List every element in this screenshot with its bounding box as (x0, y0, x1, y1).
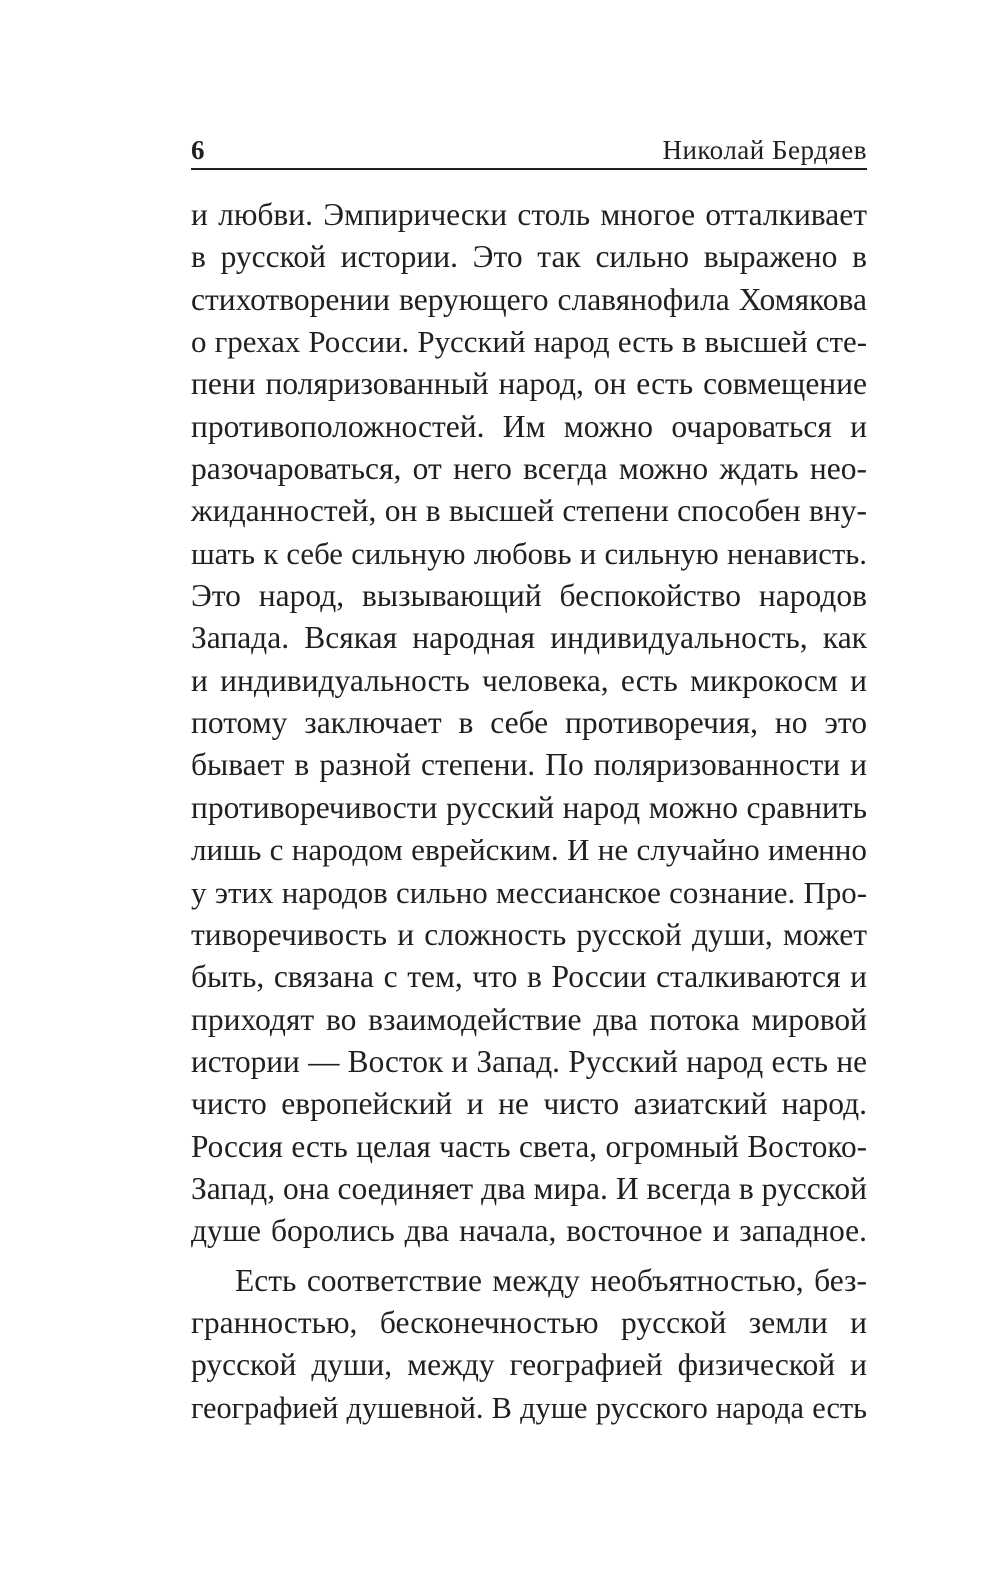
text-line: географией душевной. В душе русского народа есть (191, 1390, 867, 1425)
text-line: приходят во взаимодействие два потока мировой (191, 1001, 867, 1037)
text-line: разочароваться, от него всегда можно ждать нео- (191, 451, 867, 487)
text-line: шать к себе сильную любовь и сильную ненависть. (191, 536, 867, 571)
text-line: о грехах России. Русский народ есть в высшей сте- (191, 324, 867, 360)
text-line: Это народ, вызывающий беспокойство народов (191, 578, 867, 614)
text-line: потому заключает в себе противоречия, но это (191, 705, 867, 741)
text-line: и любви. Эмпирически столь многое отталкивает (191, 197, 867, 232)
text-line: и индивидуальность человека, есть микрокосм и (191, 662, 867, 698)
text-line: Запада. Всякая народная индивидуальность, как (191, 620, 867, 656)
text-line: лишь с народом еврейским. И не случайно именно (191, 832, 867, 868)
text-line: противоположностей. Им можно очароваться и (191, 408, 867, 444)
text-line: истории — Восток и Запад. Русский народ есть не (191, 1043, 867, 1079)
text-line: Запад, она соединяет два мира. И всегда в русской (191, 1170, 867, 1206)
text-line: у этих народов сильно мессианское сознание. Про- (191, 874, 867, 910)
text-line: стихотворении верующего славянофила Хомякова (191, 281, 867, 317)
text-line: гранностью, бесконечностью русской земли и (191, 1304, 867, 1340)
text-line: в русской истории. Это так сильно выражено в (191, 239, 867, 275)
text-line: чисто европейский и не чисто азиатский народ. (191, 1086, 867, 1122)
text-line: Есть соответствие между необъятностью, без- (235, 1262, 867, 1298)
running-head (191, 132, 867, 170)
text-line: жиданностей, он в высшей степени способен вну- (191, 493, 867, 529)
text-line: душе боролись два начала, восточное и западное. (191, 1213, 867, 1249)
page-number: 6 (191, 135, 205, 165)
body-text (191, 194, 867, 1429)
text-line: тиворечивость и сложность русской души, может (191, 916, 867, 952)
paragraph-gap (191, 1253, 867, 1260)
paragraph (191, 194, 867, 1253)
text-line: Россия есть целая часть света, огромный Востоко- (191, 1128, 867, 1164)
text-line: противоречивости русский народ можно сравнить (191, 789, 867, 825)
text-line: пени поляризованный народ, он есть совмещение (191, 366, 867, 402)
text-line: бывает в разной степени. По поляризованности и (191, 747, 867, 783)
text-line: быть, связана с тем, что в России сталкиваются и (191, 959, 867, 995)
running-head-author: Николай Бердяев (662, 135, 867, 165)
paragraph (191, 1260, 867, 1429)
text-line: русской души, между географией физической и (191, 1347, 867, 1383)
